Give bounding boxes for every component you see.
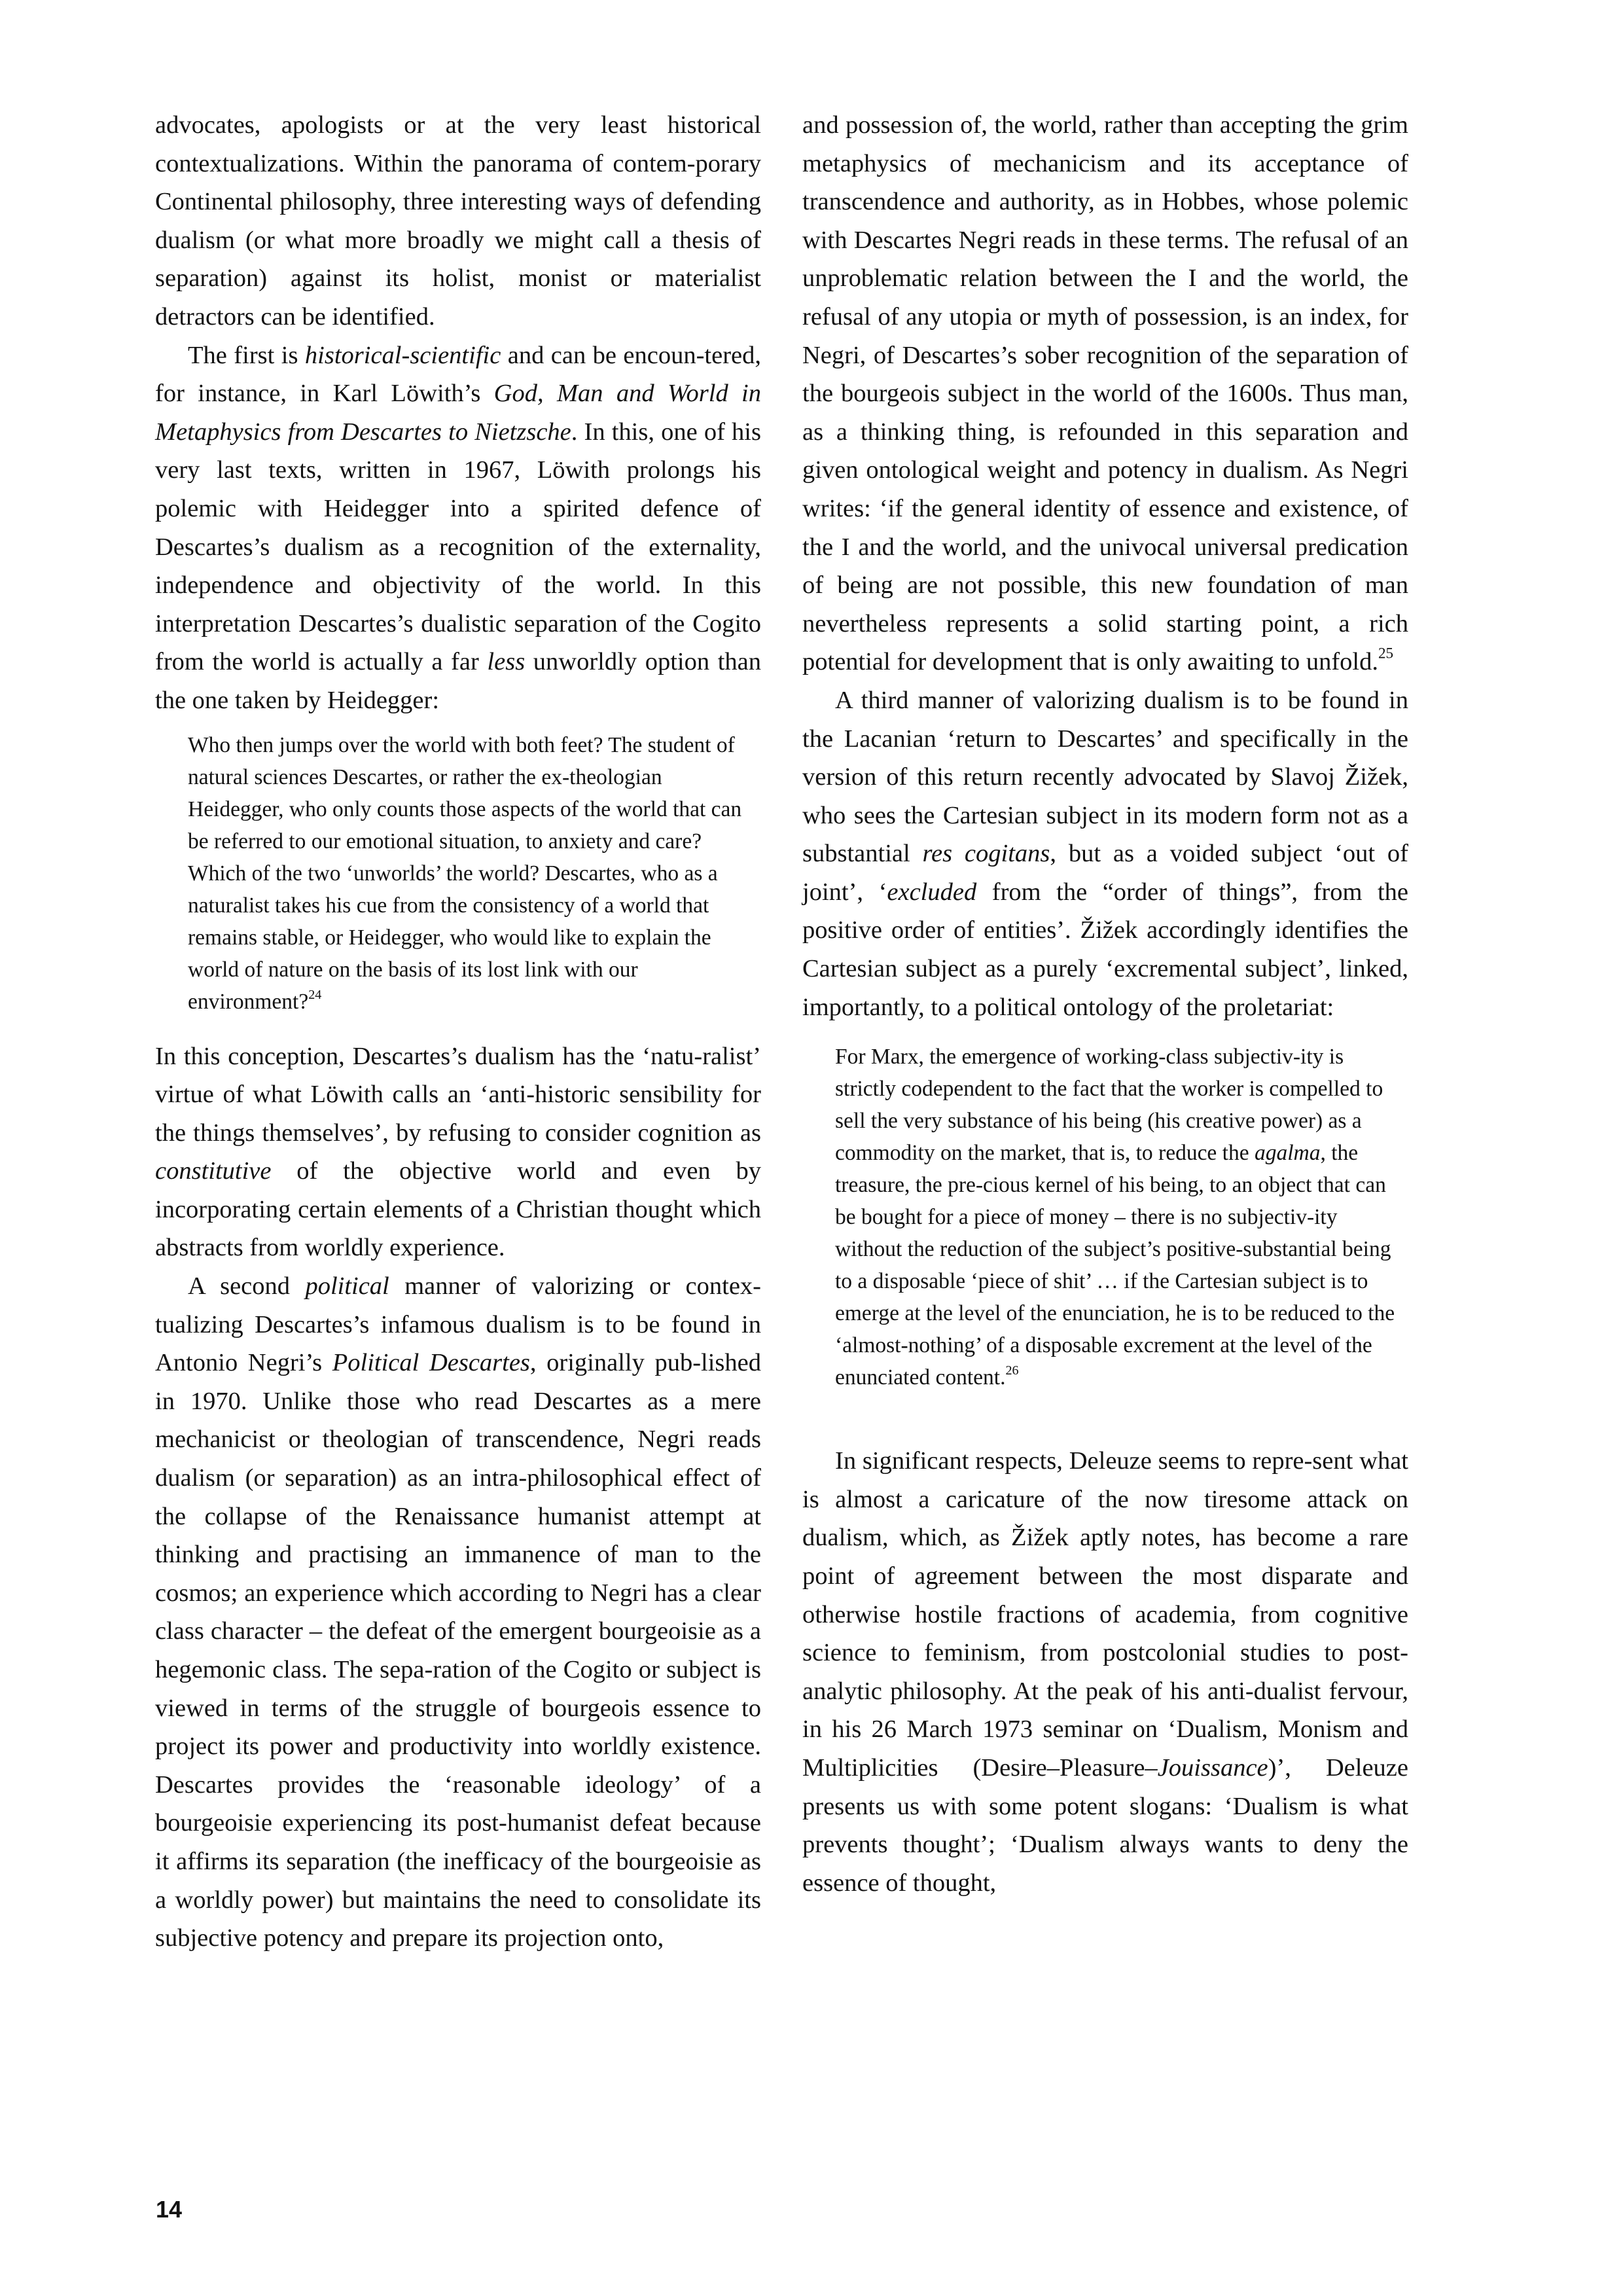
text-run: , but as a voided subject ‘out of joint’, ‘ <box>802 840 1408 906</box>
text-run: advocates, apologists or at the very least historical contextualizations. Within the panorama of contem-porary Continental philosophy, three interesting ways of defending dualism (or what more broadly we might call a thesis of separation) against its holist, monist or materialist detractors can be identified. <box>155 111 761 331</box>
text-run: . In this, one of his very last texts, written in 1967, Löwith prolongs his polemic with Heidegger into a spirited defence of Descartes’s dualism as a recognition of the externality, independence and objectivity of the world. In this interpretation Descartes’s dualistic separation of the Cogito from the world is actually a far <box>155 418 761 676</box>
footnote-reference: 26 <box>1005 1363 1019 1378</box>
block-quote <box>188 729 751 1018</box>
body-paragraph <box>802 1442 1408 1902</box>
body-paragraph <box>155 336 761 720</box>
text-run: The first is <box>188 341 305 369</box>
page-number: 14 <box>156 2196 183 2223</box>
text-run: )’, Deleuze presents us with some potent slogans: ‘Dualism is what prevents thought’; ‘Dualism always wants to deny the essence of thought, <box>802 1754 1408 1897</box>
body-paragraph <box>155 1037 761 1268</box>
text-run: from the “order of things”, from the positive order of entities’. Žižek accordingly identifies the Cartesian subject as a purely ‘excremental subject’, linked, importantly, to a political ontology of the proletariat: <box>802 878 1408 1021</box>
block-quote <box>835 1041 1398 1393</box>
italic-text: historical-scientific <box>304 341 501 369</box>
quote-text <box>188 729 751 1018</box>
body-paragraph <box>155 106 761 336</box>
text-run: manner of valorizing or contex-tualizing Descartes’s infamous dualism is to be found in Antonio Negri’s <box>155 1272 761 1377</box>
text-run: In this conception, Descartes’s dualism has the ‘natu-ralist’ virtue of what Löwith calls an ‘anti-historic sensibility for the things themselves’, by refusing to consider cognition as <box>155 1042 761 1147</box>
italic-text: Jouissance <box>1157 1754 1268 1782</box>
text-run: A third manner of valorizing dualism is to be found in the Lacanian ‘return to Descartes’ and specifically in the version of this return recently advocated by Slavoj Žižek, who sees the Cartesian subject in its modern form not as a substantial <box>802 686 1408 868</box>
text-run: Who then jumps over the world with both feet? The student of natural sciences Descartes, or rather the ex-theologian Heidegger, who only counts those aspects of the world that can be referred to our emotional situation, to anxiety and care? Which of the two ‘unworlds’ the world? Descartes, who as a naturalist takes his cue from the consistency of a world that remains stable, or Heidegger, who would like to explain the world of nature on the basis of its lost link with our environment? <box>188 732 742 1014</box>
text-run: of the objective world and even by incorporating certain elements of a Christian thought which abstracts from worldly experience. <box>155 1157 761 1262</box>
left-text-column <box>155 106 761 1958</box>
italic-text: Political Descartes <box>332 1349 530 1377</box>
italic-text: God, Man and World in Metaphysics from Descartes to Nietzsche <box>155 380 761 446</box>
body-paragraph <box>802 106 1408 681</box>
text-run: and can be encoun-tered, for instance, in Karl Löwith’s <box>155 341 762 408</box>
footnote-reference: 25 <box>1378 645 1394 662</box>
body-paragraph <box>802 681 1408 1026</box>
text-run: For Marx, the emergence of working-class subjectiv-ity is strictly codependent to the fact that the worker is compelled to sell the very substance of his being (his creative power) as a commodity on the market, that is, to reduce the <box>835 1045 1383 1166</box>
italic-text: excluded <box>887 878 977 906</box>
quote-text <box>835 1041 1398 1393</box>
text-run: unworldly option than the one taken by Heidegger: <box>155 648 761 714</box>
text-run: In significant respects, Deleuze seems to repre-sent what is almost a caricature of the now tiresome attack on dualism, which, as Žižek aptly notes, has become a rare point of agreement between the most disparate and otherwise hostile fractions of academia, from cognitive science to feminism, from postcolonial studies to post-analytic philosophy. At the peak of his anti-dualist fervour, in his 26 March 1973 seminar on ‘Dualism, Monism and Multiplicities (Desire–Pleasure– <box>802 1447 1408 1782</box>
italic-text: constitutive <box>155 1157 272 1185</box>
italic-text: less <box>487 648 526 676</box>
footnote-reference: 24 <box>308 987 322 1002</box>
right-text-column <box>802 106 1408 1902</box>
text-run: , the treasure, the pre-cious kernel of his being, to an object that can be bought for a piece of money – there is no subjectiv-ity without the reduction of the subject’s positive-substantial being to a disposable ‘piece of shit’ … if the Cartesian subject is to emerge at the level of the enunciation, he is to be reduced to the ‘almost-nothing’ of a disposable excrement at the level of the enunciated content. <box>835 1141 1395 1390</box>
text-run: , originally pub-lished in 1970. Unlike those who read Descartes as a mere mechanicist or theologian of transcendence, Negri reads dualism (or separation) as an intra-philosophical effect of the collapse of the Renaissance humanist attempt at thinking and practising an immanence of man to the cosmos; an experience which according to Negri has a clear class character – the defeat of the emergent bourgeoisie as a hegemonic class. The sepa-ration of the Cogito or subject is viewed in terms of the struggle of bourgeois essence to project its power and productivity into worldly existence. Descartes provides the ‘reasonable ideology’ of a bourgeoisie experiencing its post-humanist defeat because it affirms its separation (the inefficacy of the bourgeoisie as a worldly power) but maintains the need to consolidate its subjective potency and prepare its projection onto, <box>155 1349 761 1952</box>
body-paragraph <box>155 1267 761 1958</box>
italic-text: political <box>305 1272 389 1300</box>
italic-text: agalma <box>1254 1141 1321 1166</box>
text-run: A second <box>188 1272 306 1300</box>
text-run: and possession of, the world, rather than accepting the grim metaphysics of mechanicism and its acceptance of transcendence and authority, as in Hobbes, whose polemic with Descartes Negri reads in these terms. The refusal of an unproblematic relation between the I and the world, the refusal of any utopia or myth of possession, is an index, for Negri, of Descartes’s sober recognition of the separation of the bourgeois subject in the world of the 1600s. Thus man, as a thinking thing, is refounded in this separation and given ontological weight and potency in dualism. As Negri writes: ‘if the general identity of essence and existence, of the I and the world, and the univocal universal predication of being are not possible, this new foundation of man nevertheless represents a solid starting point, a rich potential for development that is only awaiting to unfold. <box>802 111 1408 676</box>
italic-text: res cogitans <box>922 840 1050 868</box>
